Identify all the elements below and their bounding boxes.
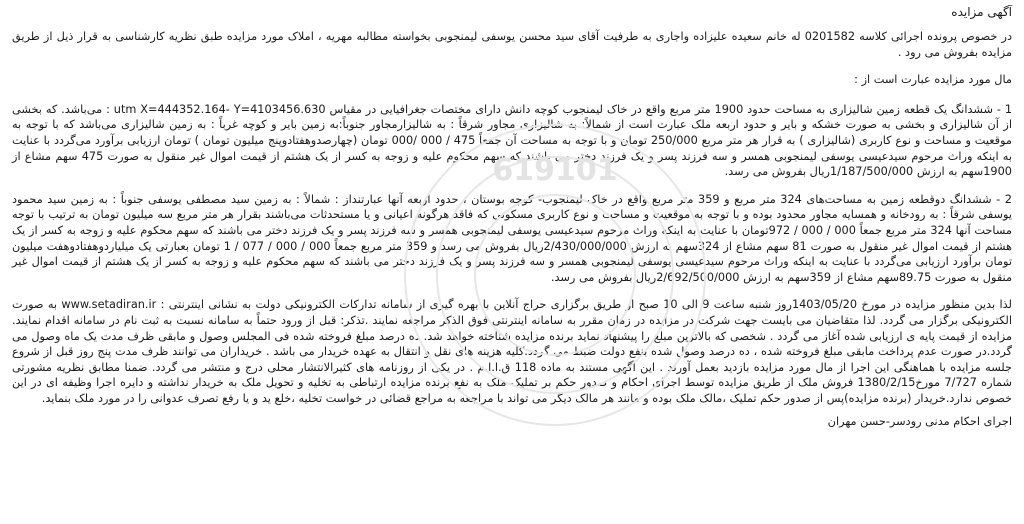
intro-paragraph: در خصوص پرونده اجرائی کلاسه 0201582 له خانم سعیده علیزاده واجاری به طرفیت آقای سید محسن یوسفی لیمنجوبی بخواسته مطالبه مهریه ، املاک مورد مزایده طبق نظریه کارشناسی به قرار ذیل از طریق مزایده بفروش می رود . [12, 30, 1012, 59]
notice-title: آگهی مزایده [951, 5, 1012, 19]
issuer-signature: اجرای احکام مدنی رودسر-حسن مهران [827, 415, 1012, 429]
auction-conditions-paragraph: لذا بدین منظور مزایده در مورخ 1403/05/20روز شنبه ساعت 9 الی 10 صبح از طریق برگزاری حراج آنلاین با بهره گیری از سامانه تدارکات الکترونیکی دولت به نشانی اینترنتی : www.setadiran.ir به صورت الکترونیکی برگزار می گردد. لذا متقاضیان می بایست جهت شرکت در مزایده در زمان مقرر به سامانه اینترنتی فوق الذکر مراجعه نمایند .تذکر: قبل از ورود حتماً به سامانه نسبت به ثبت نام در سامانه اقدام نمایند. مزایده از قیمت پایه ی ارزیابی شده آغاز می گردد . شخصی که بالاترین مبلغ را پیشنهاد نماید برنده مزایده شناخته خواهد شد. ده درصد مبلغ فروخته شده فی المجلس وصول و مابقی ظرف مدت یک ماه وصول می گردد.در صورت عدم پرداخت مابقی مبلغ فروخته شده ، ده درصد وصول شده بنفع دولت ضبط می گردد.کلیه هزینه های نقل و انتقال به عهده خریدار می باشد . خریداران می توانند ظرف مدت پنج روز قبل از شروع جلسه مزایده با هماهنگی این اجرا از مال مورد مزایده بازدید بعمل آورند . این آگهی مستند به ماده 118 ق.ا.ا.م . در یکی از روزنامه های کثیرالانتشار محلی درج و منتشر می گردد. ضمنا مطابق نظریه مشورتی شماره 7/727 مورخ1380/2/15 فروش ملک از طریق مزایده توسط اجرای احکام و صدور حکم بر تملیک ملک به نفع برنده مزایده ارتباطی به تخلیه و تحویل ملک به خریدار نداشته و دایره اجرا وظیفه ای در این خصوص ندارد.خریدار (برنده مزایده)پس از صدور حکم تملیک ،مالک ملک بوده و مانند هر مالک دیگر می تواند با مراجعه به مراجع قضائی در خواست تخلیه ،خلع ید و یا رفع تصرف عدوانی را در مورد ملک بنماید. [12, 298, 1012, 405]
property-item-1: 1 - ششدانگ یک قطعه زمین شالیزاری به مساحت حدود 1900 متر مربع واقع در خاک لیمنجوب کوچه دانش دارای مختصات جغرافیایی در مقیاس utm X=444352.164- Y=4103456.630 : می‌باشد. که بخشی از آن شالیزاری و بخشی به صورت خشکه و بایر و حدود اربعه ملک عبارت است از شمالاً: به شالیزاری مجاور شرقاً : به شالیزارمجاور جنوباً:به زمین بایر و کوچه غرباً : به زمین شالیزاری می‌باشد که با توجه به موقعیت و مساحت و نوع کاربری (شالیزاری ) به قرار هر متر مربع 250/000 تومان و با توجه به مساحت آن جمعاً 475 / 000 /000 تومان (چهارصدوهفتادوپنج میلیون تومان ) تومان ارزیابی برآورد می‌گردد با عنایت به اینکه وراث مرحوم سیدعیسی یوسفی لیمنجوبی همسر و سه فرزند پسر و یک فرزند دختر می باشند که سهم محکوم علیه و زوجه به کسر از یک هشتم از قیمت اموال غیر منقول به صورت 475 سهم مشاع از 1900سهم به ارزش 1/187/500/000ریال بفروش می رسد. [12, 102, 1013, 179]
subject-heading: مال مورد مزایده عبارت است از : [854, 73, 1012, 87]
watermark-number: 619101 [492, 153, 618, 188]
property-item-2: 2 - ششدانگ دوقطعه زمین به مساحت‌های 324 متر مربع و 359 متر مربع واقع در خاک لیمنجوب- کوچه بوستان ، حدود اربعه آنها عبارتنداز : شمالاً : به زمین سید مصطفی یوسفی جنوباً : به زمین سید محمود یوسفی شرقاً : به رودخانه و همسایه مجاور محدود بوده و با توجه به موقعیت و مساحت و نوع کاربری مسکونی که فاقد هرگونه اعیانی و یا مستحدثات می‌باشند بقرار هر متر مربع سه میلیون تومان به ترتیب با توجه مساحت آنها 324 متر مربع جمعاً 000 / 000 / 972تومان با عنایت به اینکه وراث مرحوم سیدعیسی یوسفی لیمنجوبی همسر و سه فرزند پسر و یک فرزند دختر می باشند که سهم محکوم علیه و زوجه به کسر از یک هشتم از قیمت اموال غیر منقول به صورت 81 سهم مشاع از 324سهم به ارزش 2/430/000/000ریال بفروش می رسد و 359 متر مربع جمعاً 000 / 000 / 077 / 1 تومان بعبارتی یک میلیاردوهفتادوهفت میلیون تومان برآورد ارزیابی می‌گردد با عنایت به اینکه وراث مرحوم سیدعیسی یوسفی لیمنجوبی همسر و سه فرزند پسر و یک فرزند دختر می باشند که سهم محکوم علیه و زوجه به کسر از یک هشتم از قیمت اموال غیر منقول به صورت 89.75سهم مشاع از 359سهم به ارزش 2/692/500/000ریال بفروش می رسد. [12, 192, 1012, 284]
